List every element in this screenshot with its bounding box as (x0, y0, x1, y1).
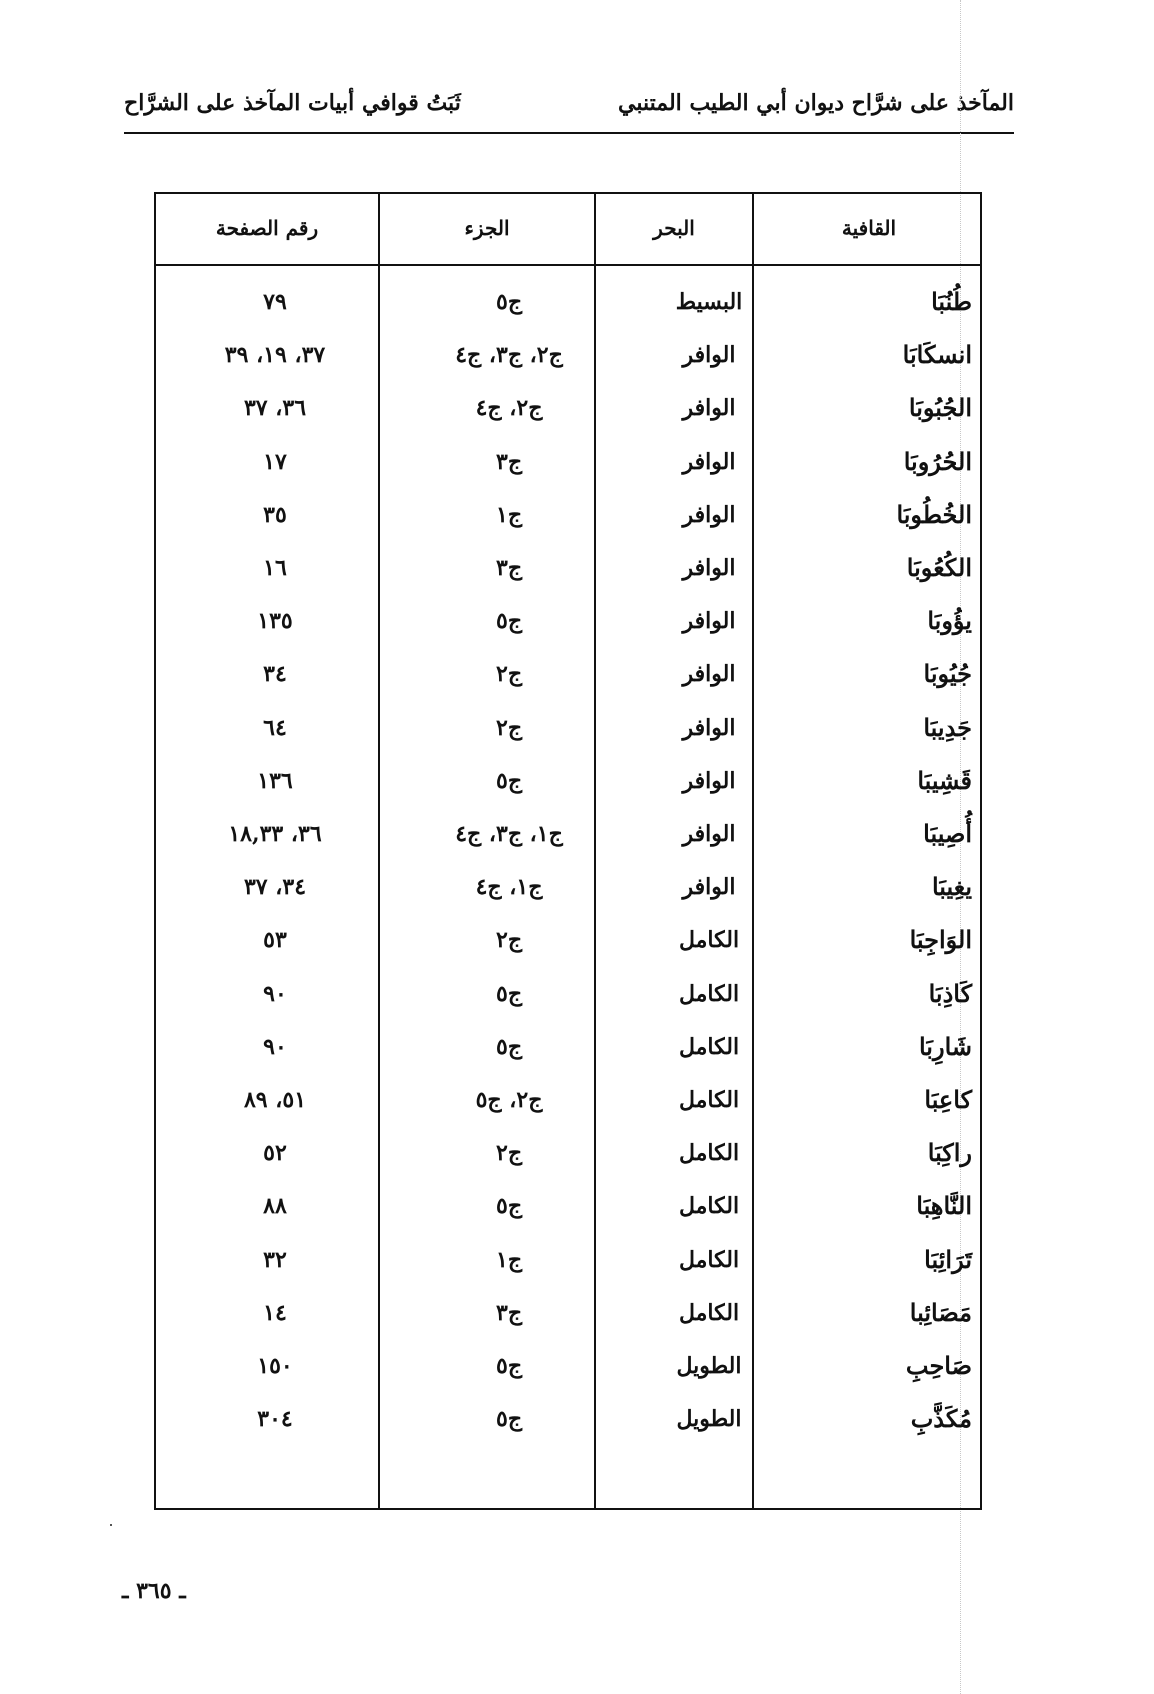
rhyme-cell: انسكَابَا (902, 340, 972, 370)
header-page-number: رقم الصفحة (215, 216, 319, 240)
rhyme-cell: مُكَذَّبِ (910, 1404, 972, 1434)
volume-cell: ج١، ج٤ (475, 874, 543, 901)
volume-cell: ج٣ (495, 448, 523, 475)
volume-cell: ج٢ (495, 661, 523, 688)
table-row (156, 1393, 980, 1445)
volume-cell: ج٥ (495, 1033, 523, 1060)
page-cell: ١٥٠ (257, 1353, 293, 1379)
rhyme-index-table (154, 192, 982, 1510)
table-row (156, 1021, 980, 1073)
rhyme-cell: يغِيبَا (931, 872, 972, 902)
table-row (156, 1127, 980, 1179)
rhyme-cell: الجُبُوبَا (908, 393, 972, 423)
page-cell: ١٧ (263, 448, 287, 475)
volume-cell: ج٢، ج٤ (475, 395, 543, 422)
page-cell: ٩٠ (263, 1033, 287, 1060)
rhyme-cell: الحُرُوبَا (903, 446, 972, 476)
meter-cell: الوافر (682, 874, 736, 901)
volume-cell: ج٥ (495, 767, 523, 794)
scan-speck (110, 1524, 112, 1526)
page-cell: ٣٦، ١٨,٣٣ (228, 821, 322, 847)
page-cell: ٩٠ (263, 980, 287, 1007)
table-row (156, 914, 980, 966)
meter-cell: الوافر (682, 821, 736, 847)
meter-cell: الوافر (682, 661, 736, 688)
table-row (156, 648, 980, 700)
table-row (156, 808, 980, 860)
page-cell: ٥١، ٨٩ (243, 1087, 307, 1113)
volume-cell: ج١ (495, 1246, 523, 1273)
table-row (156, 329, 980, 381)
table-row (156, 702, 980, 754)
table-row (156, 861, 980, 913)
meter-cell: الكامل (678, 927, 740, 954)
book-title: المآخذ على شرَّاح ديوان أبي الطيب المتنبي (618, 90, 1014, 116)
table-row (156, 436, 980, 488)
table-row (156, 595, 980, 647)
meter-cell: الكامل (678, 1246, 740, 1273)
table-row (156, 276, 980, 328)
rhyme-cell: يؤُوبَا (927, 606, 972, 636)
table-row (156, 1287, 980, 1339)
volume-cell: ج٥ (495, 980, 523, 1007)
volume-cell: ج١، ج٣، ج٤ (455, 821, 563, 847)
volume-cell: ج٢، ج٥ (475, 1087, 543, 1113)
rhyme-cell: صَاحِبِ (905, 1351, 972, 1380)
meter-cell: الوافر (682, 767, 736, 794)
table-row (156, 542, 980, 594)
page-cell: ٧٩ (263, 289, 287, 315)
page-cell: ١٣٦ (257, 767, 293, 794)
rhyme-cell: أُصِيبَا (923, 819, 972, 848)
rhyme-cell: شَارِبَا (918, 1031, 972, 1061)
rhyme-cell: كاعِبَا (924, 1085, 972, 1114)
rhyme-cell: النَّاهِبَا (916, 1191, 972, 1221)
volume-cell: ج٥ (495, 1193, 523, 1220)
meter-cell: الوافر (682, 395, 736, 422)
table-row (156, 1234, 980, 1286)
page-cell: ٥٣ (263, 927, 287, 954)
rhyme-cell: كَاذِبَا (928, 978, 972, 1008)
header-divider (156, 264, 980, 266)
rhyme-cell: جُيُوبَا (923, 659, 972, 689)
volume-cell: ج٥ (495, 1353, 523, 1379)
page-cell: ٣٢ (263, 1246, 287, 1273)
meter-cell: الوافر (682, 501, 736, 528)
header-bahr: البحر (653, 216, 695, 240)
meter-cell: البسيط (675, 289, 743, 315)
rhyme-cell: قَشِيبَا (917, 765, 972, 795)
rhyme-cell: راكِبَا (927, 1138, 972, 1168)
page-cell: ١٦ (263, 555, 287, 581)
table-row (156, 968, 980, 1020)
page-cell: ٦٤ (263, 714, 287, 741)
rhyme-cell: الخُطُوبَا (896, 499, 972, 529)
table-row (156, 1074, 980, 1126)
section-title: ثَبَتُ قوافي أبيات المآخذ على الشرَّاح (124, 90, 461, 116)
meter-cell: الوافر (682, 555, 736, 581)
meter-cell: الكامل (678, 1087, 740, 1113)
rhyme-cell: الوَاجِبَا (909, 925, 972, 955)
volume-cell: ج٣ (495, 1299, 523, 1326)
page-cell: ٣٥ (263, 501, 287, 528)
page-number: ـ ٣٦٥ ـ (122, 1578, 186, 1604)
rhyme-cell: طُنُبَا (931, 287, 972, 316)
volume-cell: ج٥ (495, 289, 523, 315)
meter-cell: الكامل (678, 1299, 740, 1326)
meter-cell: الكامل (678, 1140, 740, 1167)
table-row (156, 1180, 980, 1232)
page-cell: ٣٤، ٣٧ (243, 874, 307, 901)
running-header (124, 88, 1014, 134)
page-cell: ٣٠٤ (257, 1406, 293, 1433)
volume-cell: ج٣ (495, 555, 523, 581)
meter-cell: الطويل (676, 1353, 742, 1379)
meter-cell: الكامل (678, 1193, 740, 1220)
page-cell: ٣٧، ١٩، ٣٩ (224, 342, 326, 369)
volume-cell: ج٢ (495, 1140, 523, 1167)
volume-cell: ج٢ (495, 927, 523, 954)
table-row (156, 382, 980, 434)
rhyme-cell: الكُعُوبَا (906, 553, 972, 582)
header-qafia: القافية (841, 216, 897, 240)
rhyme-cell: تَرَائِبَا (924, 1244, 972, 1274)
meter-cell: الوافر (682, 448, 736, 475)
volume-cell: ج٢ (495, 714, 523, 741)
page-cell: ٣٤ (263, 661, 287, 688)
volume-cell: ج٢، ج٣، ج٤ (455, 342, 563, 369)
meter-cell: الوافر (682, 608, 736, 635)
rhyme-cell: مَصَائِبا (909, 1297, 972, 1327)
meter-cell: الكامل (678, 1033, 740, 1060)
meter-cell: الكامل (678, 980, 740, 1007)
table-row (156, 755, 980, 807)
rhyme-cell: جَدِيبَا (923, 712, 972, 742)
table-row (156, 1340, 980, 1392)
page-cell: ٥٢ (263, 1140, 287, 1167)
meter-cell: الطويل (676, 1406, 742, 1433)
page-cell: ١٤ (263, 1299, 287, 1326)
meter-cell: الوافر (682, 342, 736, 369)
meter-cell: الوافر (682, 714, 736, 741)
volume-cell: ج٥ (495, 1406, 523, 1433)
page-cell: ١٣٥ (257, 608, 293, 635)
header-juz: الجزء (464, 216, 510, 240)
page-cell: ٨٨ (263, 1193, 287, 1220)
table-row (156, 489, 980, 541)
page-cell: ٣٦، ٣٧ (243, 395, 307, 422)
volume-cell: ج٥ (495, 608, 523, 635)
volume-cell: ج١ (495, 501, 523, 528)
